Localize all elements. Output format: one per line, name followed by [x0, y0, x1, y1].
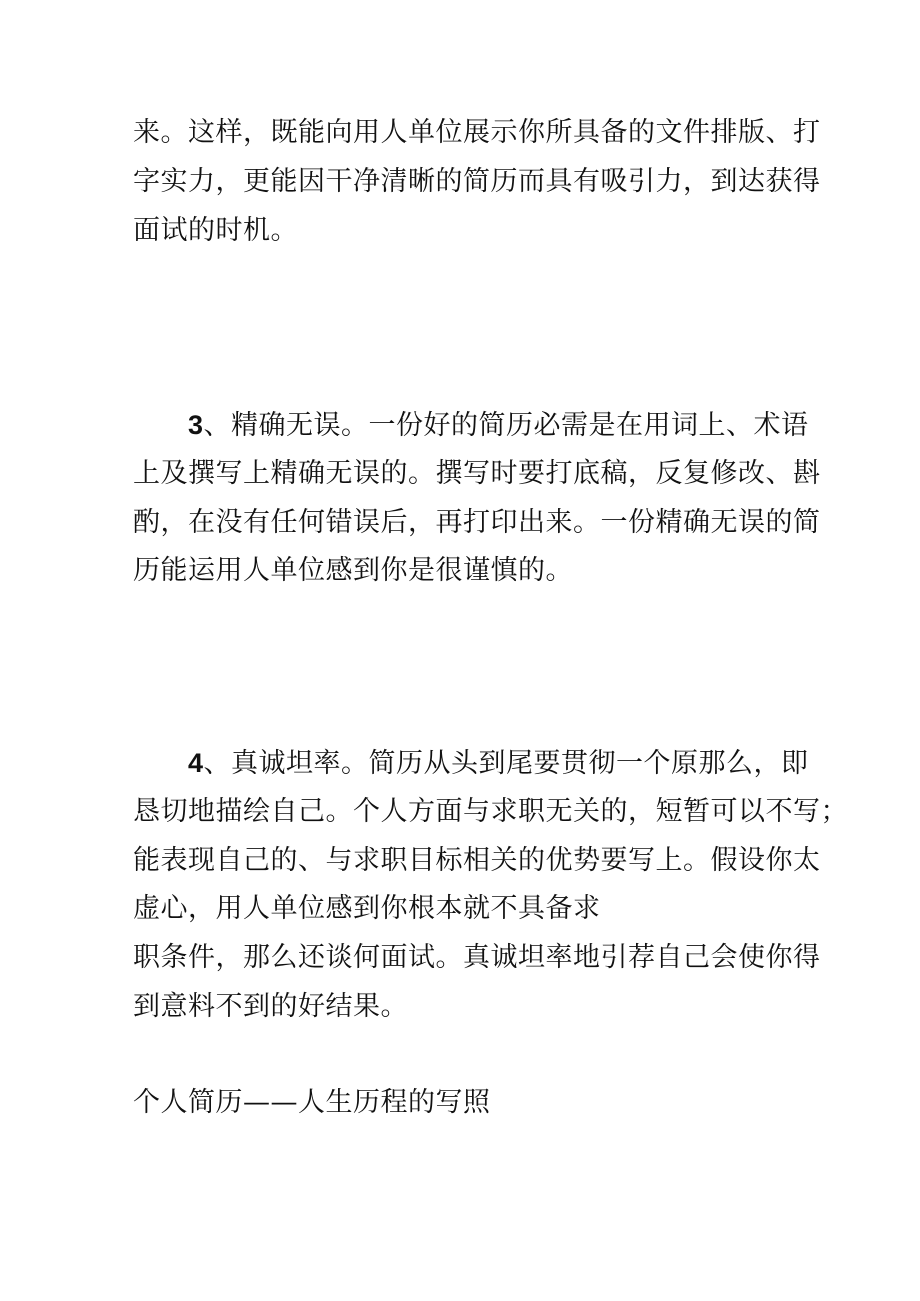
paragraph-1-line-3: 面试的时机。 [133, 215, 298, 246]
paragraph-1-line-1: 来。这样，既能向用人单位展示你所具备的文件排版、打 [133, 117, 821, 148]
paragraph-3-line-6: 到意料不到的好结果。 [133, 991, 408, 1022]
paragraph-1-line-2: 字实力，更能因干净清晰的简历而具有吸引力，到达获得 [133, 166, 821, 197]
paragraph-2-line-4: 历能运用人单位感到你是很谨慎的。 [133, 555, 573, 586]
section-heading: 个人简历——人生历程的写照 [133, 1087, 491, 1118]
paragraph-2-line-3: 酌，在没有任何错误后，再打印出来。一份精确无误的简 [133, 507, 821, 538]
paragraph-3-line-5: 职条件，那么还谈何面试。真诚坦率地引荐自己会使你得 [133, 942, 821, 973]
paragraph-3-line-3: 能表现自己的、与求职目标相关的优势要写上。假设你太 [133, 845, 821, 876]
paragraph-3-line-1 [188, 745, 809, 782]
item-number-3: 3 [188, 410, 204, 440]
paragraph-3-line-2: 恳切地描绘自己。个人方面与求职无关的，短暂可以不写； [133, 796, 848, 827]
item-number-4: 4 [188, 748, 204, 778]
paragraph-2-first-line-text: 、精确无误。一份好的简历必需是在用词上、术语 [203, 410, 809, 441]
paragraph-3-first-line-text: 、真诚坦率。简历从头到尾要贯彻一个原那么，即 [203, 748, 809, 779]
paragraph-3-line-4: 虚心，用人单位感到你根本就不具备求 [133, 893, 601, 924]
paragraph-2-line-2: 上及撰写上精确无误的。撰写时要打底稿，反复修改、斟 [133, 458, 821, 489]
paragraph-2-line-1 [188, 407, 809, 444]
